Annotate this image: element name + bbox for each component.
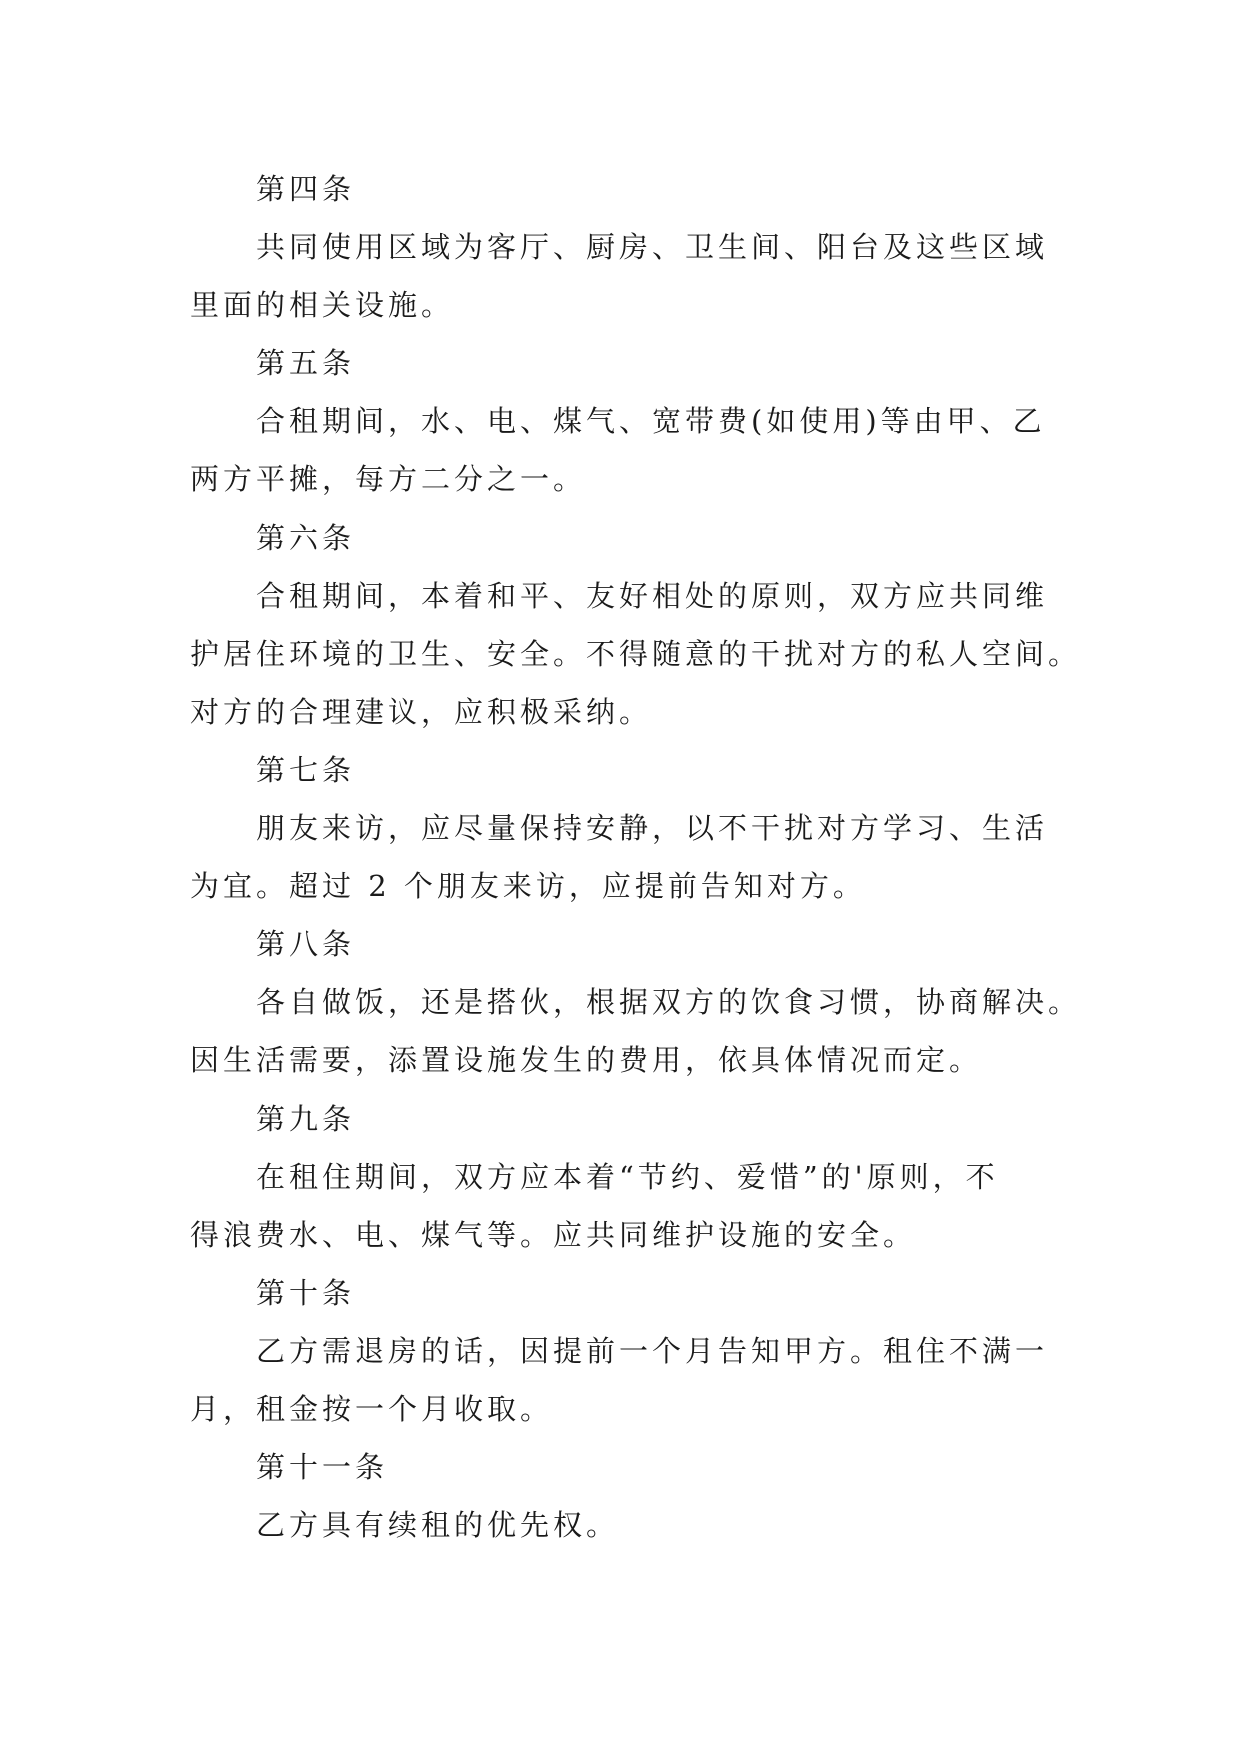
article-heading: 第十一条 — [256, 1450, 389, 1485]
document-body — [190, 160, 1082, 1554]
article-heading: 第九条 — [256, 1101, 356, 1136]
article-text-line: 月，租金按一个月收取。 — [190, 1391, 554, 1426]
article-heading: 第十条 — [256, 1275, 356, 1310]
article-text-line: 乙方具有续租的优先权。 — [256, 1508, 620, 1543]
article-heading: 第四条 — [256, 172, 356, 206]
article-heading: 第七条 — [256, 752, 356, 787]
article-text-line: 合租期间，水、电、煤气、宽带费(如使用)等由甲、乙 — [256, 404, 1046, 439]
article-text-line: 共同使用区域为客厅、厨房、卫生间、阳台及这些区域 — [256, 230, 1049, 265]
article-text-line: 合租期间，本着和平、友好相处的原则，双方应共同维 — [256, 578, 1049, 613]
article-text-line: 因生活需要，添置设施发生的费用，依具体情况而定。 — [190, 1043, 983, 1078]
article-text-line: 为宜。超过 2 个朋友来访，应提前告知对方。 — [190, 869, 866, 904]
article-text-line: 朋友来访，应尽量保持安静，以不干扰对方学习、生活 — [256, 811, 1049, 846]
article-text-line: 在租住期间，双方应本着“节约、爱惜”的'原则，不 — [256, 1159, 999, 1194]
article-text-line: 护居住环境的卫生、安全。不得随意的干扰对方的私人空间。 — [190, 636, 1082, 671]
article-text-line: 对方的合理建议，应积极采纳。 — [190, 694, 653, 729]
article-heading: 第六条 — [256, 520, 356, 555]
article-text-line: 里面的相关设施。 — [190, 288, 455, 323]
article-heading: 第八条 — [256, 927, 356, 962]
article-heading: 第五条 — [256, 346, 356, 381]
article-text-line: 各自做饭，还是搭伙，根据双方的饮食习惯，协商解决。 — [256, 985, 1082, 1020]
article-text-line: 两方平摊，每方二分之一。 — [190, 462, 587, 497]
article-text-line: 得浪费水、电、煤气等。应共同维护设施的安全。 — [190, 1217, 917, 1252]
article-text-line: 乙方需退房的话，因提前一个月告知甲方。租住不满一 — [256, 1333, 1049, 1368]
